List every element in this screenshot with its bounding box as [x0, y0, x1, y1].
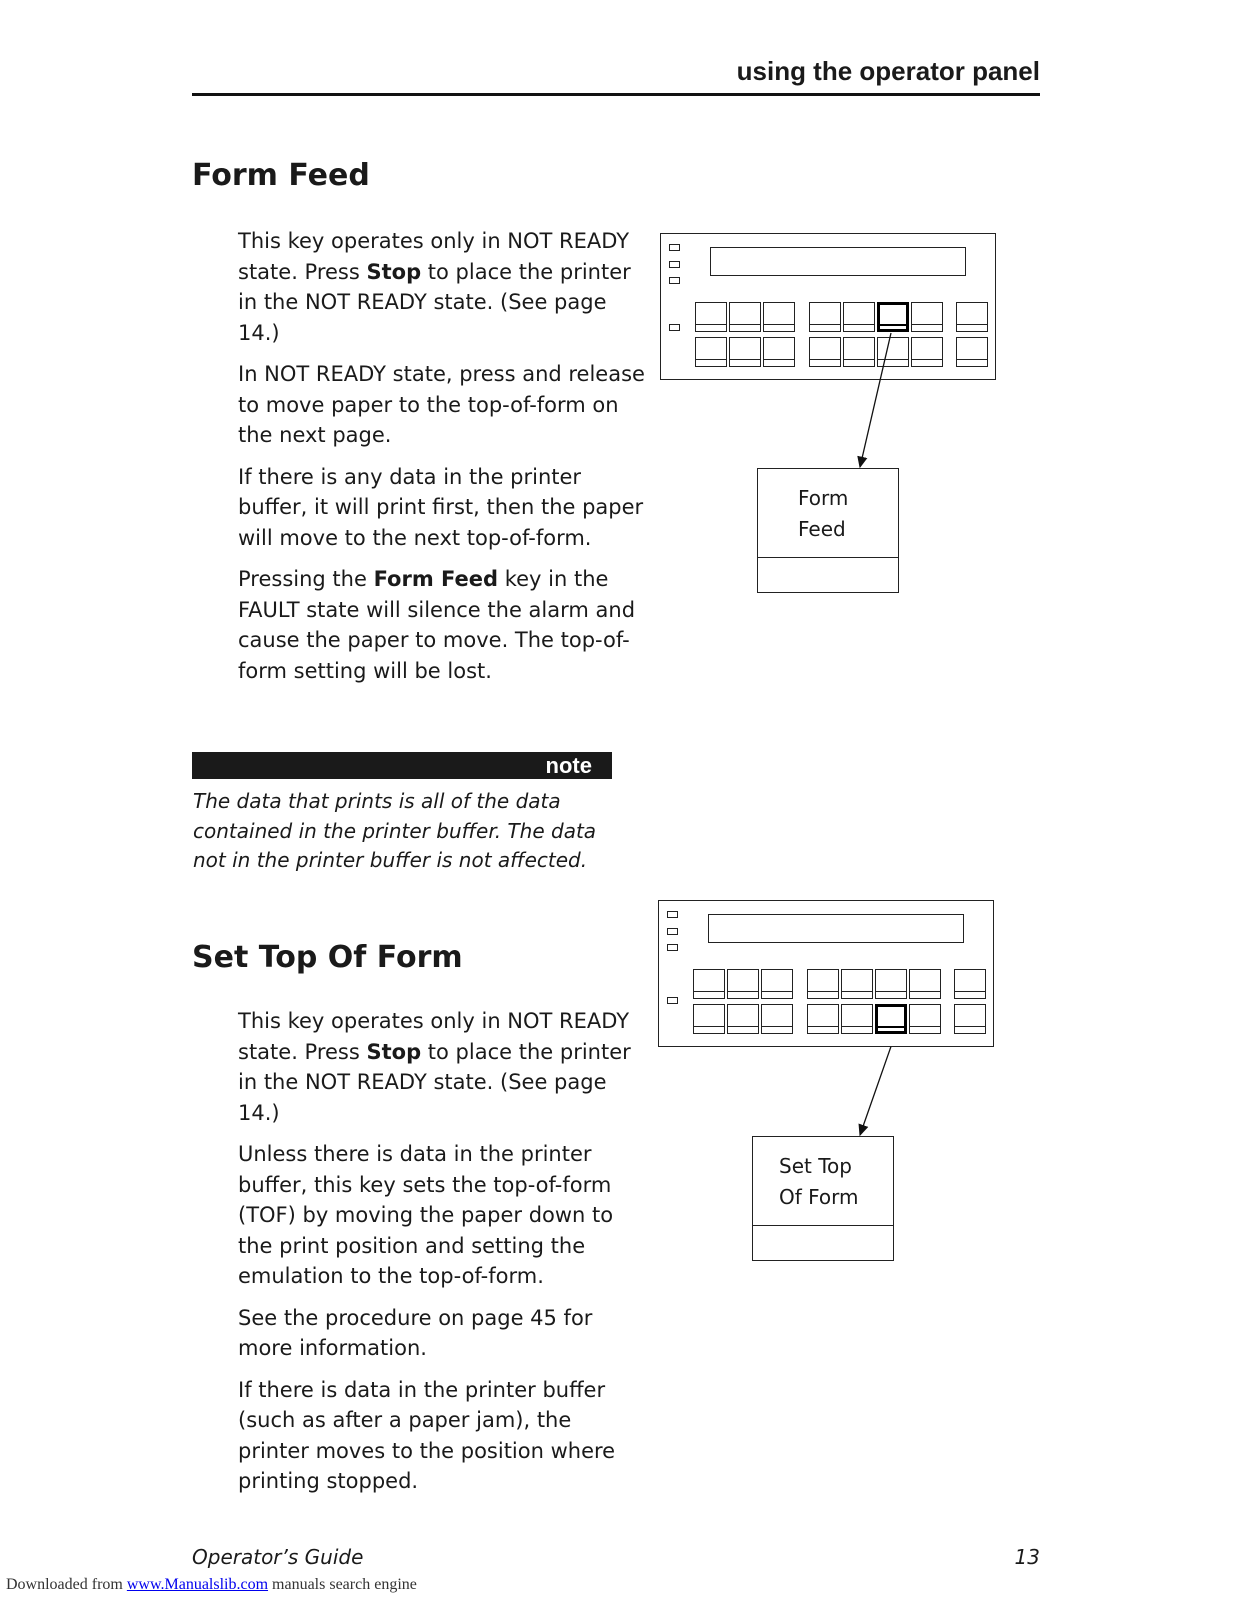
text-run: This key operates only in NOT READY state. Press	[238, 1009, 630, 1064]
stop-key-name: Stop	[366, 1039, 422, 1064]
set-top-of-form-body	[238, 1006, 648, 1508]
panel-key	[841, 1004, 873, 1034]
indicator-led	[667, 944, 678, 951]
form-feed-paragraph-2: In NOT READY state, press and release to move paper to the top-of-form on the next page.	[238, 362, 645, 447]
note-text: The data that prints is all of the data contained in the printer buffer. The data not in the printer buffer is not affected.	[193, 789, 597, 872]
set-top-of-form-key-highlight	[875, 1004, 907, 1034]
panel-key	[807, 1004, 839, 1034]
panel-key	[727, 969, 759, 999]
panel-key	[909, 1004, 941, 1034]
indicator-led	[667, 928, 678, 935]
panel-key	[693, 969, 725, 999]
panel-key	[954, 1004, 986, 1034]
callout-key-base	[757, 557, 899, 593]
panel-key	[909, 969, 941, 999]
form-feed-paragraph-3: If there is any data in the printer buffer, it will print first, then the paper will move to the next top-of-form.	[238, 464, 644, 550]
text-run: This key operates only in NOT READY state. Press	[238, 229, 630, 284]
panel-key	[954, 969, 986, 999]
form-feed-key-name: Form Feed	[373, 567, 499, 591]
section-title-set-top-of-form: Set Top Of Form	[192, 940, 463, 975]
section-title-form-feed: Form Feed	[192, 158, 370, 193]
note-label: note	[545, 753, 592, 778]
callout-form-feed-key	[757, 468, 899, 593]
watermark-prefix: Downloaded from	[6, 1576, 127, 1593]
set-top-of-form-paragraph-2: Unless there is data in the printer buffer, this key sets the top-of-form (TOF) by moving the paper down to the print position and setting the emulation to the top-of-form.	[238, 1142, 614, 1288]
callout-label-line-2: Feed	[798, 517, 846, 541]
text-run: to place the printer in the NOT READY state. (See page 14.)	[238, 259, 631, 345]
lcd-display	[708, 914, 964, 943]
panel-key	[761, 969, 793, 999]
panel-key	[841, 969, 873, 999]
set-top-of-form-paragraph-1	[238, 1006, 648, 1128]
text-run: to place the printer in the NOT READY state. (See page 14.)	[238, 1039, 631, 1125]
running-header: using the operator panel	[736, 56, 1040, 86]
callout-label-line-2: Of Form	[779, 1185, 859, 1209]
indicator-led	[667, 911, 678, 918]
panel-key	[807, 969, 839, 999]
watermark-suffix: manuals search engine	[268, 1576, 417, 1593]
panel-key	[761, 1004, 793, 1034]
callout-label-line-1: Form	[798, 486, 849, 510]
set-top-of-form-paragraph-4: If there is data in the printer buffer (such as after a paper jam), the printer moves to the position where printing stopped.	[238, 1377, 616, 1493]
footer-guide-title: Operator’s Guide	[192, 1545, 364, 1569]
arrow-form-feed	[860, 333, 891, 467]
note-banner	[192, 752, 612, 779]
text-run: Pressing the	[238, 567, 374, 591]
panel-key	[875, 969, 907, 999]
callout-key-base	[752, 1225, 894, 1261]
arrow-set-top-of-form	[860, 1035, 895, 1135]
set-top-of-form-paragraph-3: See the procedure on page 45 for more information.	[238, 1305, 593, 1360]
callout-label-line-1: Set Top	[779, 1154, 852, 1178]
panel-key	[693, 1004, 725, 1034]
text-run: key in the FAULT state will silence the alarm and cause the paper to move. The top-of-form setting will be lost.	[238, 567, 636, 683]
panel-key	[727, 1004, 759, 1034]
download-watermark	[6, 1576, 417, 1594]
callout-set-top-of-form-key	[752, 1136, 894, 1261]
indicator-led	[667, 997, 678, 1004]
stop-key-name: Stop	[366, 259, 422, 284]
footer-page-number: 13	[1014, 1545, 1040, 1569]
watermark-link[interactable]: www.Manualslib.com	[126, 1576, 269, 1593]
operator-panel-diagram-set-top-of-form	[658, 900, 994, 1047]
